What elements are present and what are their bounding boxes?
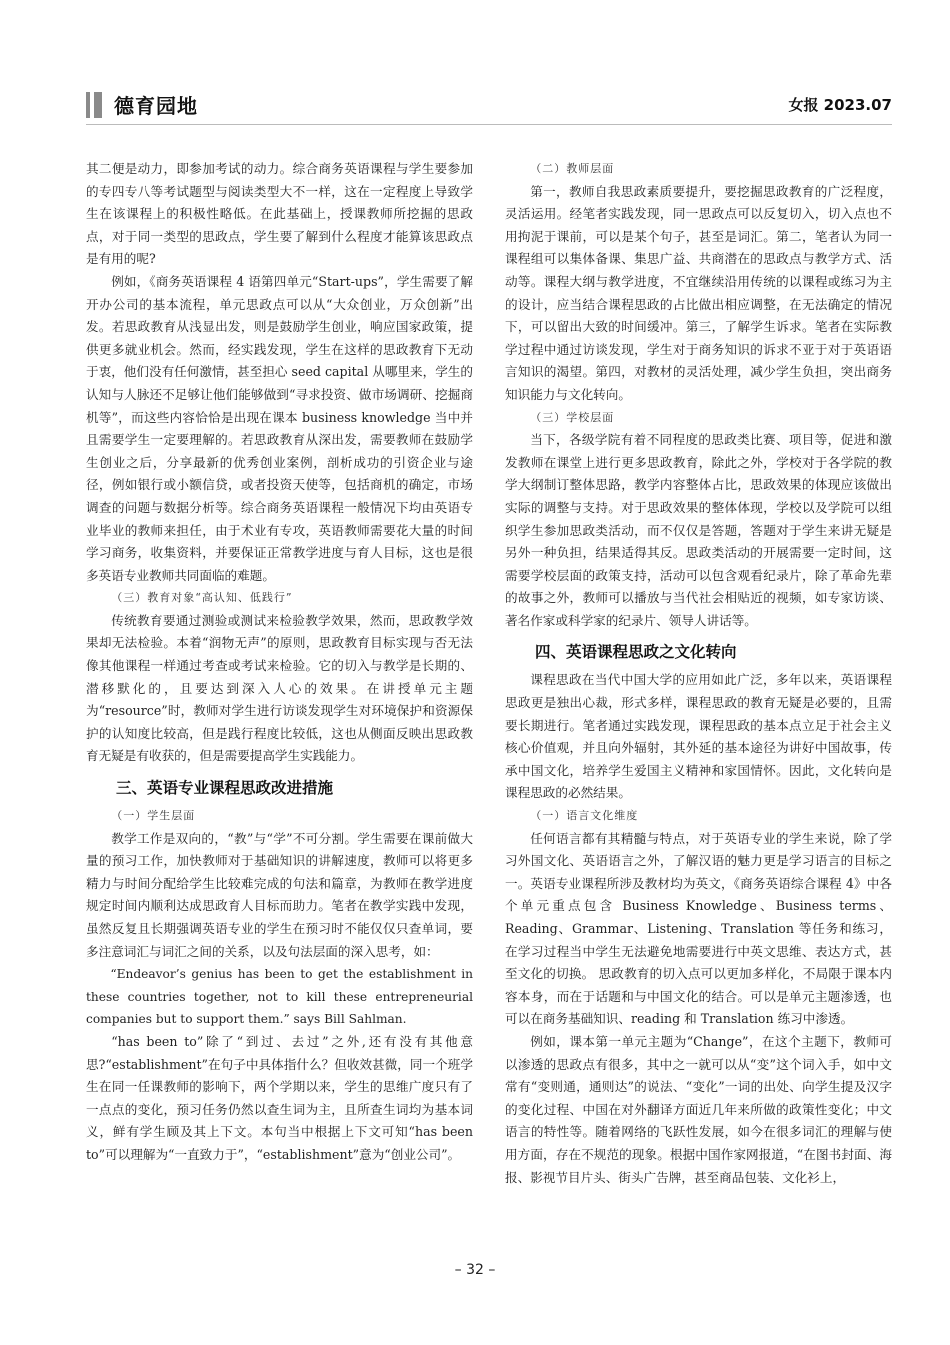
page-header xyxy=(86,90,892,122)
paragraph: 课程思政在当代中国大学的应用如此广泛，多年以来，英语课程思政更是独出心裁，形式多样，课程思政的教育无疑是必要的，且需要长期进行。笔者通过实践发现，课程思政的基本点立足于社会主义核心价值观，并且向外辐射，其外延的基本途径为讲好中国故事，传承中国文化，培养学生爱国主义精神和家国情怀。因此，文化转向是课程思政的必然结果。 xyxy=(505,672,892,801)
paragraph: 传统教育要通过测验或测试来检验教学效果，然而，思政教学效果却无法检验。本着“润物无声”的原则，思政教育目标实现与否无法像其他课程一样通过考查或考试来检验。它的切入与教学是长期的、潜移默化的，且要达到深入人心的效果。在讲授单元主题为“resource”时，教师对学生进行访谈发现学生对环境保护和资源保护的认知度比较高，但是践行程度比较低，这也从侧面反映出思政教育无疑是有收获的，但是需要提高学生实践能力。 xyxy=(86,612,473,764)
subheading: （三）学校层面 xyxy=(530,410,615,424)
section-heading: 三、英语专业课程思政改进措施 xyxy=(116,779,334,798)
paragraph: 例如，《商务英语课程 4 语第四单元“Start-ups”，学生需要了解开办公司的基本流程，单元思政点可以从“大众创业，万众创新”出发。若思政教育从浅显出发，则是鼓励学生创业，响应国家政策，提供更多就业机会。然而，经实践发现，学生在这样的思政教育下无动于衷，他们没有任何激情，甚至担心 seed capital 从哪里来，学生的认知与人脉还不足够让他们能够做到“寻求投资、做市场调研、挖掘商机等”，而这些内容恰恰是出现在课本 business knowledge 当中并且需要学生一定要理解的。若思政教育从深出发，需要教师在鼓励学生创业之后，分享最新的优秀创业案例，剖析成功的引资企业与途径，例如银行或小额信贷，或者投资天使等，包括商机的确定，市场调查的问题与数据分析等。综合商务英语课程一般情况下均由英语专业毕业的教师来担任，由于术业有专攻，英语教师需要花大量的时间学习商务，收集资料，并要保证正常教学进度与育人目标，这也是很多英语专业教师共同面临的难题。 xyxy=(86,273,473,583)
quote: “Endeavor’s genius has been to get the establishment in these countries together, not to kill these entrepreneurial companies but to support them.” says Bill Sahlman. xyxy=(86,967,473,1027)
paragraph: 任何语言都有其精髓与特点，对于英语专业的学生来说，除了学习外国文化、英语语言之外，了解汉语的魅力更是学习语言的目标之一。英语专业课程所涉及教材均为英文，《商务英语综合课程 4》中各个单元重点包含 Business Knowledge、Business terms、Reading、Grammar、Listening、Translation 等任务和练习，在学习过程当中学生无法避免地需要进行中英文思维、表达方式，甚至文化的切换。 思政教育的切入点可以更加多样化，不局限于课本内容本身，而在于话题和与中国文化的结合。可以是单元主题渗透，也可以在商务基础知识、reading 和 Translation 练习中渗透。 xyxy=(505,830,892,1027)
subheading: （三）教育对象“高认知、低践行” xyxy=(111,591,293,605)
paragraph: 当下，各级学院有着不同程度的思政类比赛、项目等，促进和激发教师在课堂上进行更多思政教育，除此之外，学校对于各学院的教学大纲制订整体思路，教学内容整体占比，思政效果的体现应该做出实际的调整与支持。对于思政效果的整体体现，学校以及学院可以组织学生参加思政类活动，而不仅仅是答题，答题对于学生来讲无疑是另外一种负担，结果适得其反。思政类活动的开展需要一定时间，这需要学校层面的政策支持，活动可以包含观看纪录片，除了革命先辈的故事之外，教师可以播放与当代社会相贴近的视频，如专家访谈、著名作家或科学家的纪录片、领导人讲话等。 xyxy=(505,432,892,628)
page-number: – 32 – xyxy=(454,1262,496,1278)
subheading: （二）教师层面 xyxy=(530,162,615,175)
right-column xyxy=(505,158,892,1189)
section-title: 德育园地 xyxy=(114,94,198,118)
subheading: （一）学生层面 xyxy=(111,809,196,823)
paragraph: 其二便是动力，即参加考试的动力。综合商务英语课程与学生要参加的专四专八等考试题型与阅读类型大不一样，这在一定程度上导致学生在该课程上的积极性略低。在此基础上，授课教师所挖掘的思政点，对于同一类型的思政点，学生要了解到什么程度才能算该思政点是有用的呢? xyxy=(86,161,473,267)
paragraph: 例如，课本第一单元主题为“Change”，在这个主题下，教师可以渗透的思政点有很多，其中之一就可以从“变”这个词入手，如中文常有“变则通，通则达”的说法、“变化”一词的出处、向学生提及汉字的变化过程、中国在对外翻译方面近几年来所做的政策性变化；中文语言的特性等。随着网络的飞跃性发展，如今在很多词汇的理解与使用方面，存在不规范的现象。根据中国作家网报道，“在图书封面、海报、影视节目片头、街头广告牌，甚至商品包装、文化衫上， xyxy=(505,1033,892,1185)
subheading: （一）语言文化维度 xyxy=(530,809,639,823)
left-column xyxy=(86,158,473,1167)
paragraph: 教学工作是双向的，“教”与“学”不可分割。学生需要在课前做大量的预习工作，加快教师对于基础知识的讲解速度，教师可以将更多精力与时间分配给学生比较难完成的句法和篇章，为教师在教学进度规定时间内顺利达成思政育人目标而助力。笔者在教学实践中发现，虽然反复且长期强调英语专业的学生在预习时不能仅仅只查单词，要多注意词汇与词汇之间的关系，以及句法层面的深入思考，如： xyxy=(86,830,473,959)
section-heading: 四、英语课程思政之文化转向 xyxy=(535,643,737,662)
header-divider xyxy=(86,124,892,125)
paragraph: “has been to”除了“到过、去过”之外,还有没有其他意思?“establishment”在句子中具体指什么？但收效甚微，同一个班学生在同一任课教师的影响下，两个学期以来，学生的思维广度只有了一点点的变化，预习任务仍然以查生词为主，且所查生词均为基本词义，鲜有学生顾及其上下文。本句当中根据上下文可知“has been to”可以理解为“一直致力于”，“establishment”意为“创业公司”。 xyxy=(86,1033,473,1162)
paragraph: 第一，教师自我思政素质要提升，要挖掘思政教育的广泛程度，灵活运用。经笔者实践发现，同一思政点可以反复切入，切入点也不用拘泥于课前，可以是某个句子，甚至是词汇。第二，笔者认为同一课程组可以集体备课、集思广益、共商潜在的思政点与教学方式、活动等。课程大纲与教学进度，不宜继续沿用传统的以课程或练习为主的设计，应当结合课程思政的占比做出相应调整，在无法确定的情况下，可以留出大致的时间缓冲。第三，了解学生诉求。笔者在实际教学过程中通过访谈发现，学生对于商务知识的诉求不亚于对于英语语言知识的渴望。第四，对教材的灵活处理，减少学生负担，突出商务知识能力与文化转向。 xyxy=(505,183,892,402)
publication-issue: 女报 2023.07 xyxy=(788,96,892,114)
